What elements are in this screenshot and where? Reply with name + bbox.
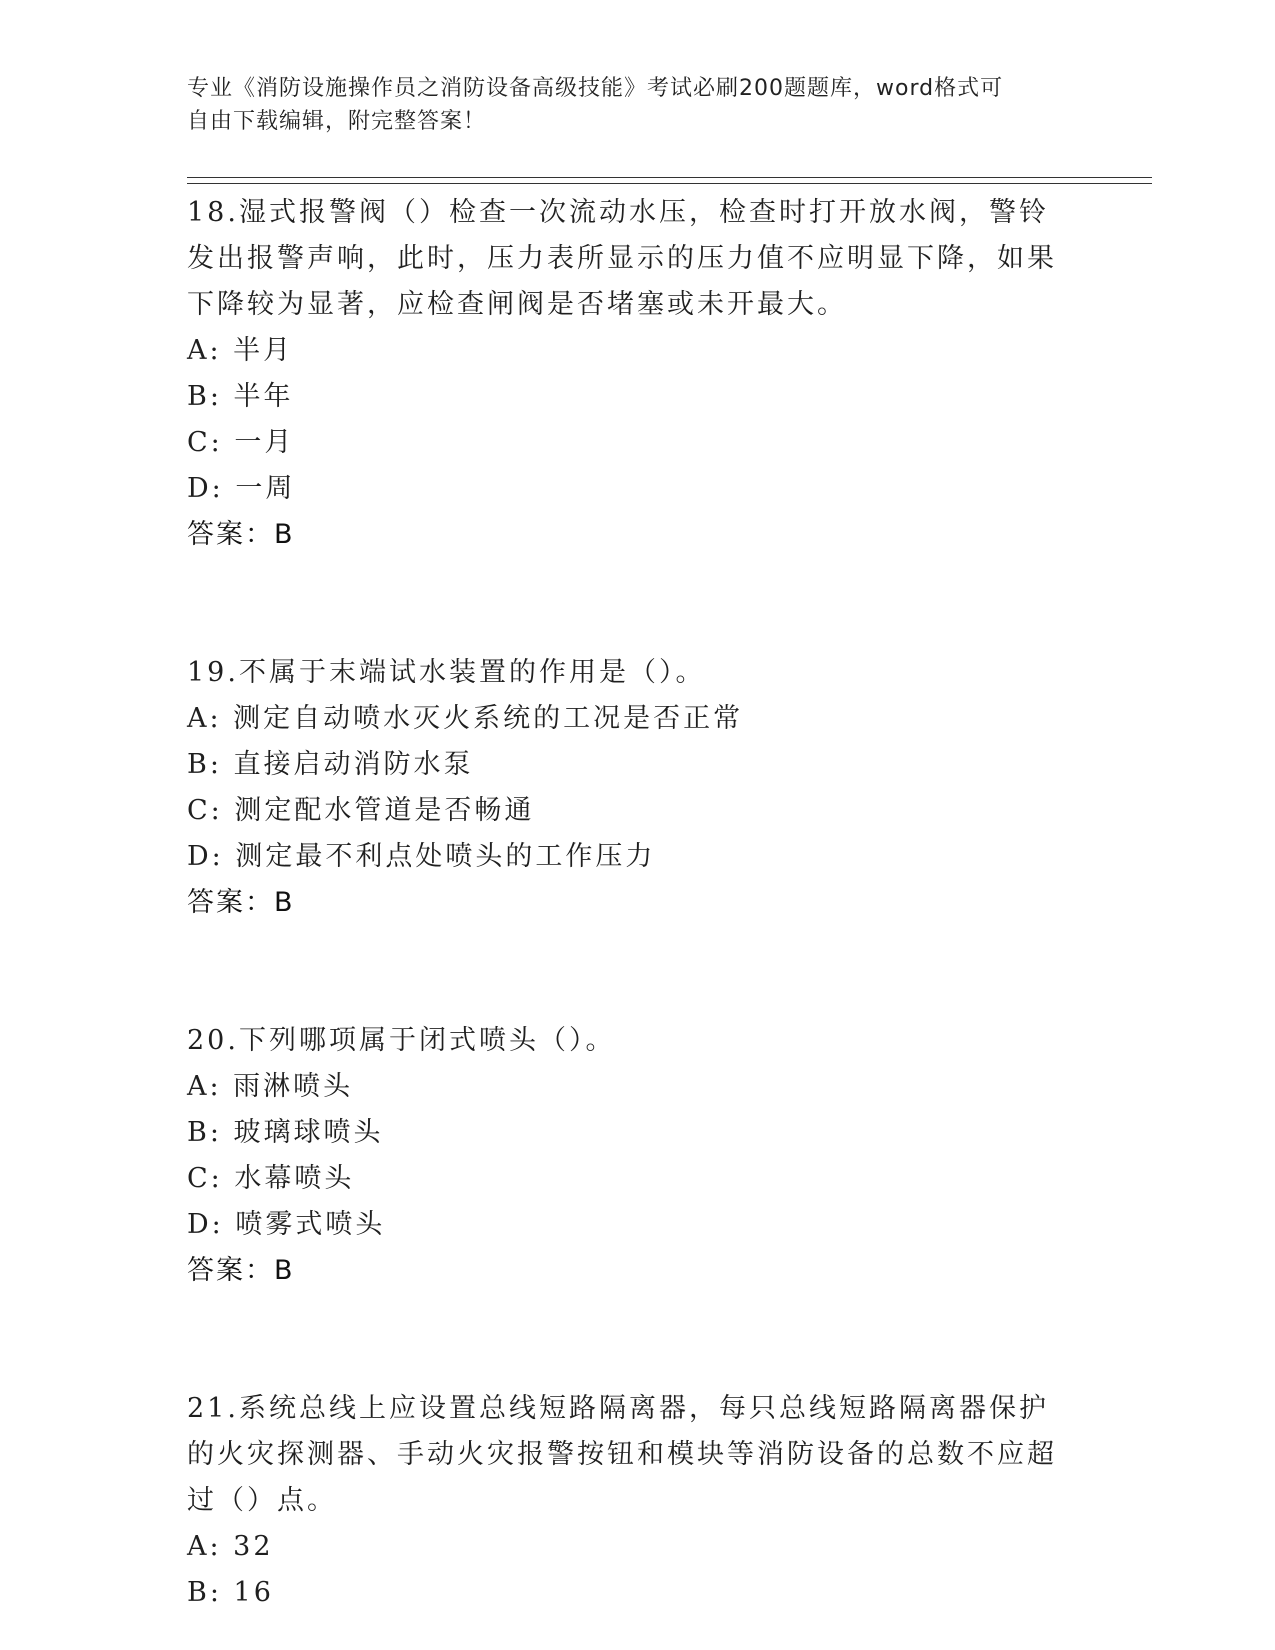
document-header [187, 72, 1067, 138]
question-21 [187, 1386, 1087, 1616]
option-b: B: 玻璃球喷头 [187, 1117, 384, 1148]
question-19 [187, 650, 1087, 926]
option-d: D: 喷雾式喷头 [187, 1209, 386, 1240]
option-d: D: 一周 [187, 473, 296, 504]
option-d: D: 测定最不利点处喷头的工作压力 [187, 841, 656, 872]
answer: 答案：B [187, 887, 295, 918]
question-stem: 19.不属于末端试水装置的作用是（）。 [187, 657, 706, 688]
option-a: A: 测定自动喷水灭火系统的工况是否正常 [187, 703, 744, 734]
question-20 [187, 1018, 1087, 1294]
question-stem: 18.湿式报警阀（）检查一次流动水压，检查时打开放水阀，警铃发出报警声响，此时，压力表所显示的压力值不应明显下降，如果下降较为显著，应检查闸阀是否堵塞或未开最大。 [187, 197, 1057, 320]
header-line-2: 自由下载编辑，附完整答案！ [187, 109, 487, 134]
question-18 [187, 190, 1087, 558]
option-a: A: 32 [187, 1531, 274, 1562]
header-line-1: 专业《消防设施操作员之消防设备高级技能》考试必刷200题题库，word格式可 [187, 76, 1004, 101]
option-b: B: 直接启动消防水泵 [187, 749, 474, 780]
question-stem: 20.下列哪项属于闭式喷头（）。 [187, 1025, 616, 1056]
option-b: B: 半年 [187, 381, 294, 412]
option-c: C: 测定配水管道是否畅通 [187, 795, 535, 826]
option-a: A: 半月 [187, 335, 294, 366]
header-divider-bottom [187, 183, 1152, 184]
question-stem: 21.系统总线上应设置总线短路隔离器，每只总线短路隔离器保护的火灾探测器、手动火灾报警按钮和模块等消防设备的总数不应超过（）点。 [187, 1393, 1057, 1516]
answer: 答案：B [187, 519, 295, 550]
answer: 答案：B [187, 1255, 295, 1286]
header-divider-top [187, 177, 1152, 178]
option-a: A: 雨淋喷头 [187, 1071, 354, 1102]
option-b: B: 16 [187, 1577, 274, 1608]
option-c: C: 水幕喷头 [187, 1163, 355, 1194]
option-c: C: 一月 [187, 427, 295, 458]
question-list [187, 190, 1087, 1616]
